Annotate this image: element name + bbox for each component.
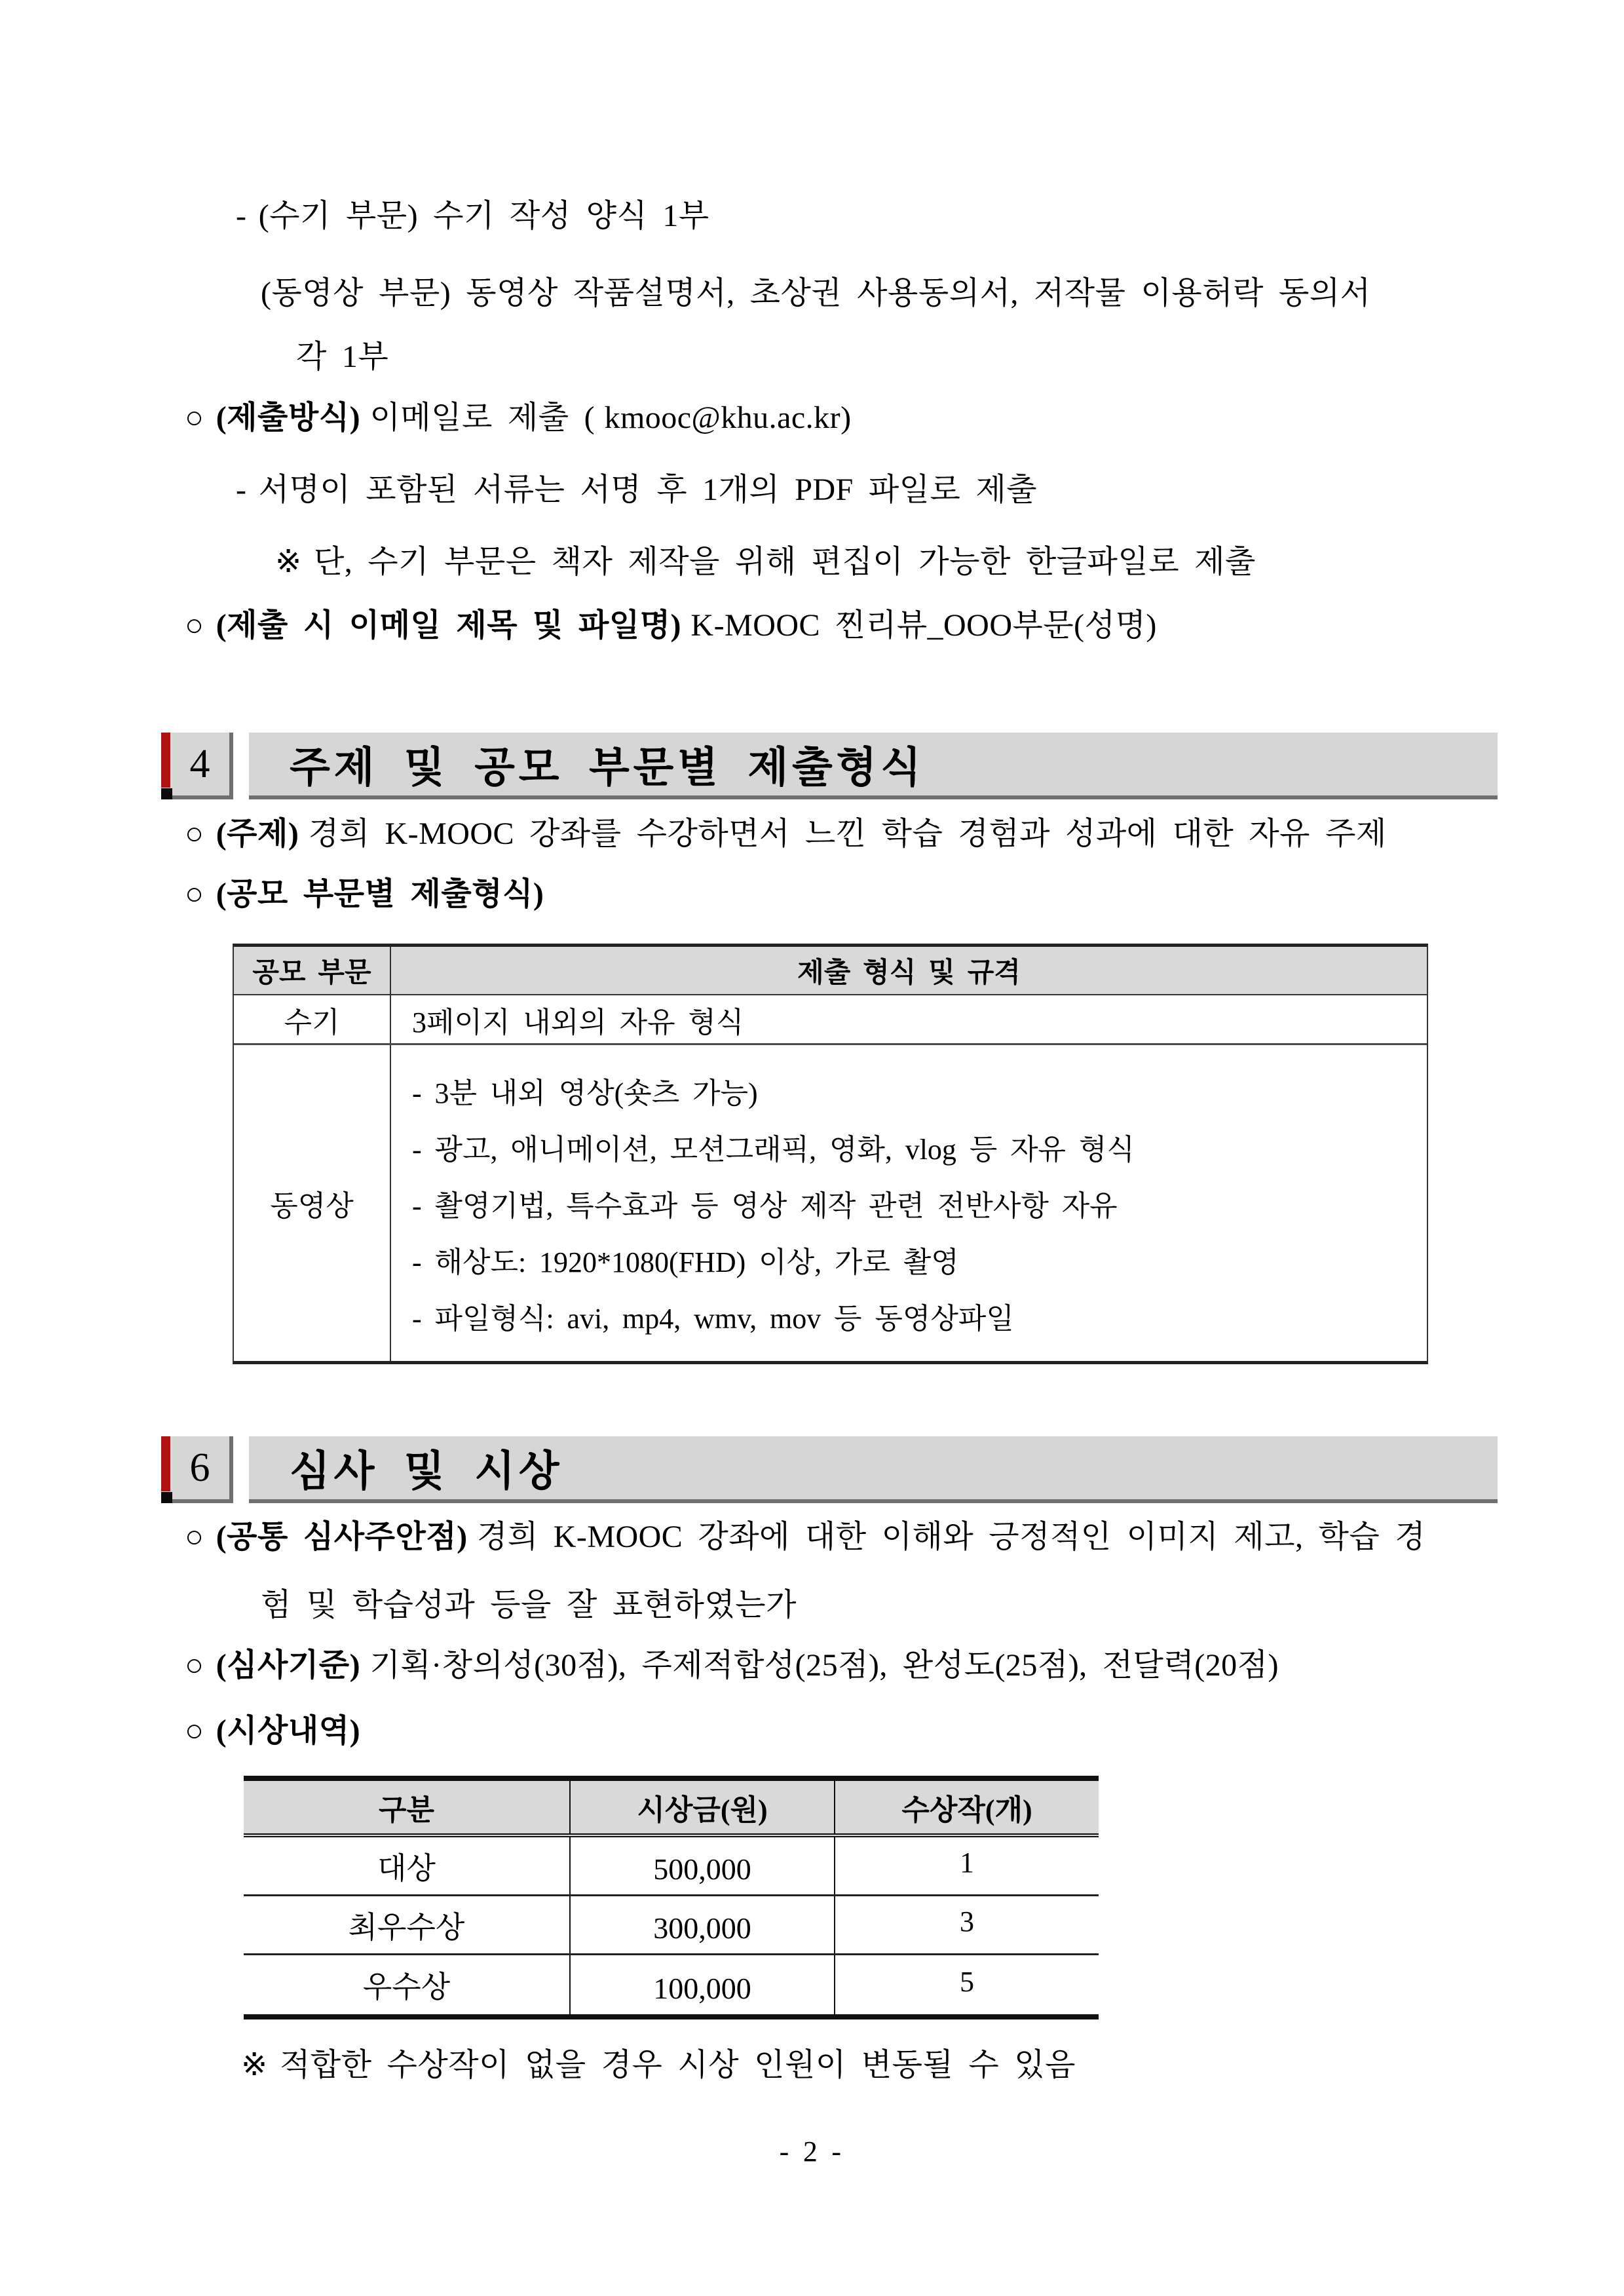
table-row-handwriting bbox=[234, 995, 1427, 1045]
item-label: (주제) bbox=[216, 816, 299, 851]
item-text: 경희 K-MOOC 강좌를 수강하면서 느낀 학습 경험과 성과에 대한 자유 주제 bbox=[308, 816, 1387, 851]
cell-count: 3 bbox=[834, 1896, 1099, 1953]
header-cell-count: 수상작(개) bbox=[834, 1781, 1099, 1833]
section-number: 4 bbox=[189, 741, 210, 786]
list-item-each-copy bbox=[296, 337, 388, 377]
header-cell-rank: 구분 bbox=[378, 1794, 434, 1826]
section-number-box bbox=[161, 1436, 233, 1503]
cell-prize: 500,000 bbox=[569, 1837, 834, 1894]
section-title: 심사 및 시상 bbox=[290, 1448, 563, 1495]
header-cell-prize: 시상금(원) bbox=[569, 1781, 834, 1833]
table-row-grand-prize bbox=[244, 1837, 1099, 1896]
reference-marker: ※ bbox=[241, 2048, 268, 2082]
list-item-hwp-note bbox=[275, 543, 1256, 582]
list-item-text: (동영상 부문) 동영상 작품설명서, 초상권 사용동의서, 저작물 이용허락 동의서 bbox=[261, 276, 1371, 311]
list-item-signature-pdf bbox=[236, 470, 1037, 510]
section-number-box bbox=[161, 733, 233, 799]
list-item-awards-label bbox=[185, 1712, 360, 1751]
awards-note bbox=[241, 2046, 1076, 2085]
table-header-row bbox=[244, 1781, 1099, 1837]
list-item-format-label bbox=[185, 875, 544, 914]
dash-marker: - bbox=[236, 199, 247, 233]
list-item-topic bbox=[185, 814, 1387, 854]
submission-format-table bbox=[233, 944, 1428, 1364]
format-line: - 파일형식: avi, mp4, wmv, mov 등 동영상파일 bbox=[412, 1303, 1014, 1335]
list-item-handwriting-form bbox=[236, 197, 709, 236]
section-title-bar bbox=[249, 733, 1498, 799]
cell-count: 5 bbox=[834, 1955, 1099, 2014]
item-text: 이메일로 제출 ( bbox=[369, 400, 595, 435]
circle-bullet: ○ bbox=[185, 608, 204, 643]
item-text: 험 및 학습성과 등을 잘 표현하였는가 bbox=[261, 1588, 797, 1622]
table-header-row bbox=[234, 947, 1427, 995]
list-item-text: (수기 부문) 수기 작성 양식 1부 bbox=[258, 199, 709, 233]
list-item-judging-criteria bbox=[185, 1646, 1279, 1685]
list-item-text: 단, 수기 부문은 책자 제작을 위해 편집이 가능한 한글파일로 제출 bbox=[313, 545, 1256, 579]
table-row-video bbox=[234, 1045, 1427, 1361]
section-title: 주제 및 공모 부문별 제출형식 bbox=[290, 744, 925, 791]
header-cell-category: 공모 부문 bbox=[234, 947, 391, 994]
item-label: (시상내역) bbox=[216, 1713, 361, 1748]
cell-prize: 100,000 bbox=[569, 1955, 834, 2014]
header-cell-format: 제출 형식 및 규격 bbox=[797, 958, 1021, 988]
circle-bullet: ○ bbox=[185, 1648, 204, 1683]
table-row-top-excellence bbox=[244, 1896, 1099, 1955]
list-item-submission-method bbox=[185, 398, 852, 438]
cell-category: 동영상 bbox=[234, 1045, 391, 1361]
cell-prize: 300,000 bbox=[569, 1896, 834, 1953]
cell-format-list bbox=[391, 1045, 1427, 1361]
format-line: - 3분 내외 영상(숏츠 가능) bbox=[412, 1077, 758, 1109]
item-label: (심사기준) bbox=[216, 1648, 361, 1683]
section-6-header bbox=[0, 1436, 1624, 1503]
list-item-text: 서명이 포함된 서류는 서명 후 1개의 PDF 파일로 제출 bbox=[258, 472, 1038, 507]
item-label: (제출 시 이메일 제목 및 파일명) bbox=[216, 608, 682, 643]
cell-rank: 최우수상 bbox=[348, 1910, 465, 1944]
note-text: 적합한 수상작이 없을 경우 시상 인원이 변동될 수 있음 bbox=[279, 2048, 1076, 2082]
cell-category: 수기 bbox=[234, 995, 391, 1043]
cell-format: 3페이지 내외의 자유 형식 bbox=[412, 1006, 744, 1039]
item-text-close: ) bbox=[840, 400, 852, 435]
circle-bullet: ○ bbox=[185, 877, 204, 911]
cell-count: 1 bbox=[834, 1837, 1099, 1894]
item-label: (공통 심사주안점) bbox=[216, 1520, 468, 1554]
awards-table bbox=[244, 1776, 1099, 2019]
list-item-text: 각 1부 bbox=[296, 339, 389, 374]
item-label: (제출방식) bbox=[216, 400, 361, 435]
list-item-video-docs bbox=[261, 274, 1371, 313]
format-line: - 해상도: 1920*1080(FHD) 이상, 가로 촬영 bbox=[412, 1246, 959, 1278]
format-line: - 촬영기법, 특수효과 등 영상 제작 관련 전반사항 자유 bbox=[412, 1190, 1118, 1222]
item-label: (공모 부문별 제출형식) bbox=[216, 877, 544, 911]
list-item-judging-point bbox=[185, 1518, 1426, 1557]
format-line: - 광고, 애니메이션, 모션그래픽, 영화, vlog 등 자유 형식 bbox=[412, 1134, 1135, 1166]
section-number: 6 bbox=[189, 1445, 210, 1490]
cell-rank: 대상 bbox=[377, 1851, 436, 1885]
cell-rank: 우수상 bbox=[362, 1970, 451, 2004]
item-text: 경희 K-MOOC 강좌에 대한 이해와 긍정적인 이미지 제고, 학습 경 bbox=[477, 1520, 1426, 1554]
circle-bullet: ○ bbox=[185, 1713, 204, 1748]
item-text: K-MOOC 찐리뷰_OOO부문(성명) bbox=[690, 608, 1157, 643]
table-row-excellence bbox=[244, 1955, 1099, 2014]
circle-bullet: ○ bbox=[185, 1520, 204, 1554]
circle-bullet: ○ bbox=[185, 816, 204, 851]
section-4-header bbox=[0, 733, 1624, 799]
item-text: 기획·창의성(30점), 주제적합성(25점), 완성도(25점), 전달력(20점) bbox=[369, 1648, 1279, 1683]
list-item-judging-point-cont bbox=[261, 1586, 797, 1625]
dash-marker: - bbox=[236, 472, 247, 507]
email-link[interactable]: kmooc@khu.ac.kr bbox=[604, 400, 841, 435]
page-number: - 2 - bbox=[779, 2135, 845, 2168]
list-item-email-title bbox=[185, 606, 1157, 645]
reference-marker: ※ bbox=[275, 545, 302, 579]
section-title-bar bbox=[249, 1436, 1498, 1503]
circle-bullet: ○ bbox=[185, 400, 204, 435]
